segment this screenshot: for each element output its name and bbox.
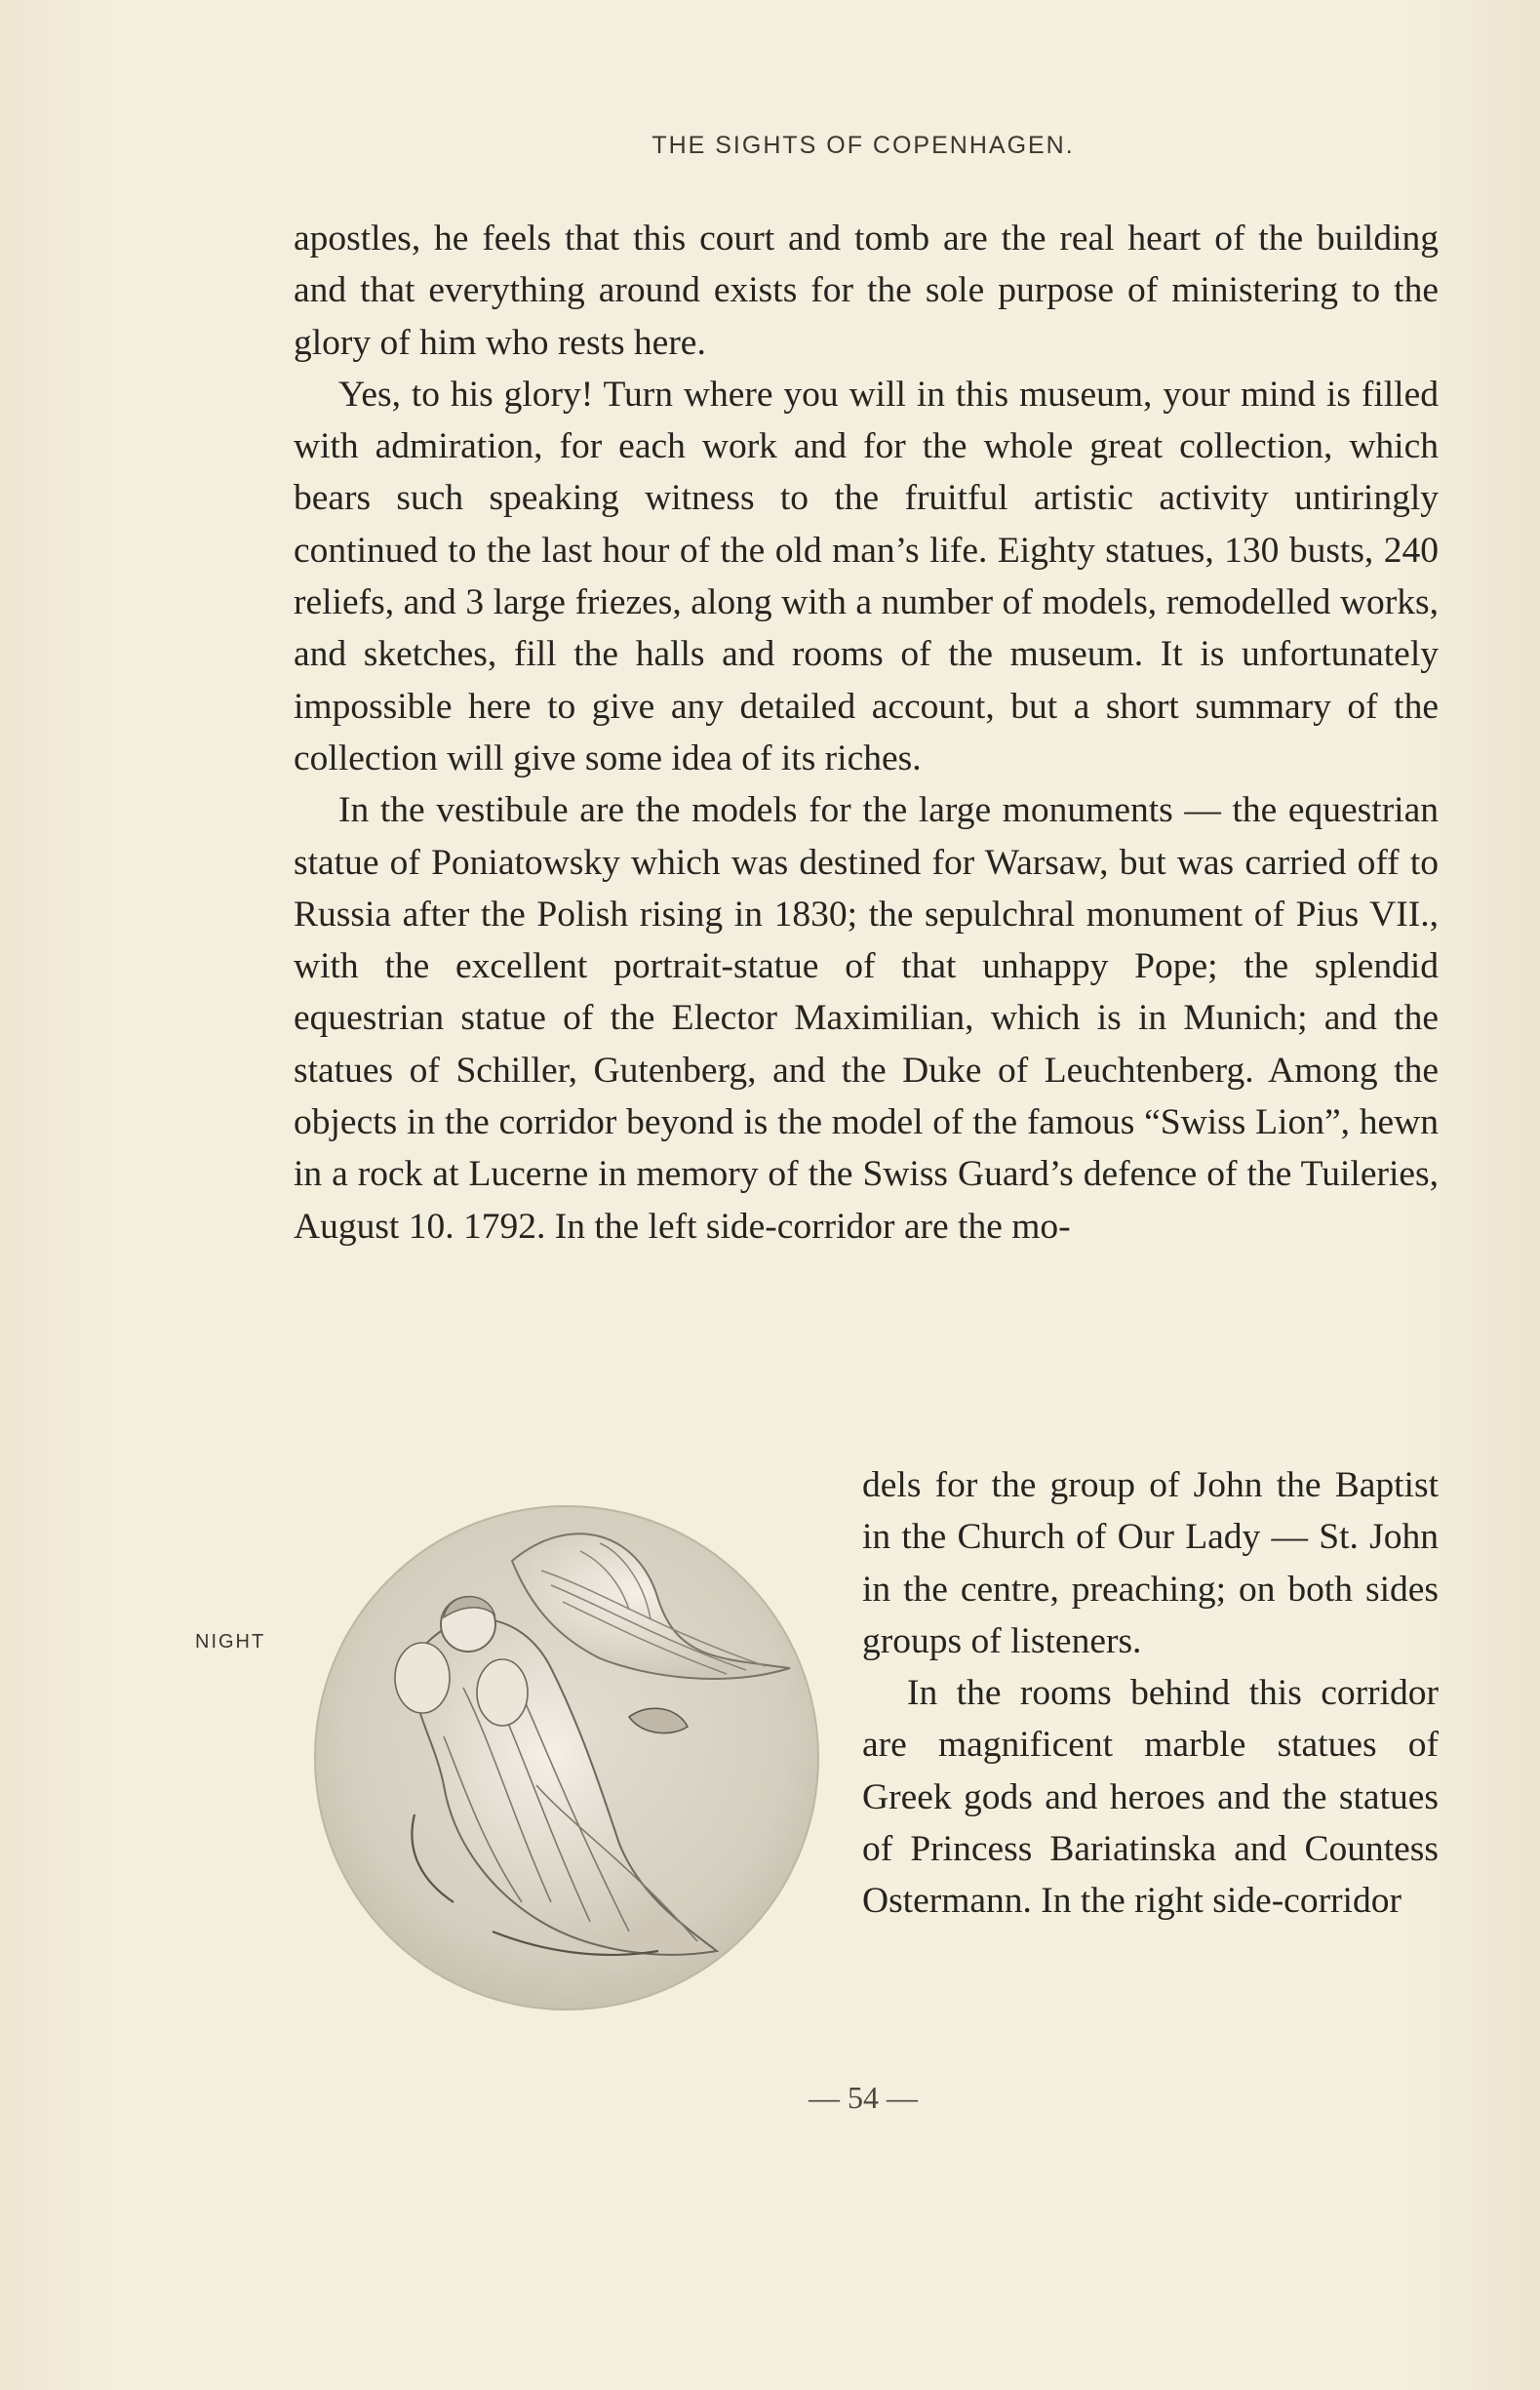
paragraph: In the rooms behind this corridor are magnificent marble statues of Greek gods and heroes and the statues of Princess Bariatinska and Countess Ostermann. In the right side-corridor bbox=[862, 1673, 1439, 1922]
running-title: THE SIGHTS OF COPENHAGEN. bbox=[652, 132, 1075, 159]
sleeping-child bbox=[395, 1643, 450, 1713]
wrapped-text-block bbox=[862, 1459, 1439, 1928]
main-text-block bbox=[294, 213, 1439, 1253]
page-number: — 54 — bbox=[809, 2080, 918, 2115]
night-relief-medallion bbox=[307, 1493, 826, 2019]
paragraph: Yes, to his glory! Turn where you will in this museum, your mind is filled with admiration, for each work and for the whole great collection, which bears such speaking witness to the fruitful artistic activity untiringly continued to the last hour of the old man’s life. Eighty statues, 130 busts, 240 reliefs, and 3 large friezes, along with a number of models, remodelled works, and sketches, fill the halls and rooms of the museum. It is unfortunately impossible here to give any detailed account, but a short summary of the collection will give some idea of its riches. bbox=[294, 374, 1439, 778]
sleeping-child bbox=[477, 1659, 528, 1726]
paragraph-continued: apostles, he feels that this court and tomb are the real heart of the building and that everything around exists for the sole purpose of ministering to the glory of him who rests here. bbox=[294, 219, 1439, 363]
paragraph-continued: dels for the group of John the Baptist in the Church of Our Lady — St. John in the centre, preaching; on both sides groups of listeners. bbox=[862, 1465, 1439, 1661]
paragraph: In the vestibule are the models for the large monuments — the equestrian statue of Poniatowsky which was destined for Warsaw, but was carried off to Russia after the Polish rising in 1830; the sepulchral monument of Pius VII., with the excellent portrait-statue of that unhappy Pope; the splendid equestrian statue of the Elector Maximilian, which is in Munich; and the statues of Schiller, Gutenberg, and the Duke of Leuchtenberg. Among the objects in the corridor beyond is the model of the famous “Swiss Lion”, hewn in a rock at Lucerne in memory of the Swiss Guard’s defence of the Tuileries, August 10. 1792. In the left side-corridor are the mo- bbox=[294, 790, 1439, 1247]
figure-caption: NIGHT bbox=[195, 1631, 266, 1653]
